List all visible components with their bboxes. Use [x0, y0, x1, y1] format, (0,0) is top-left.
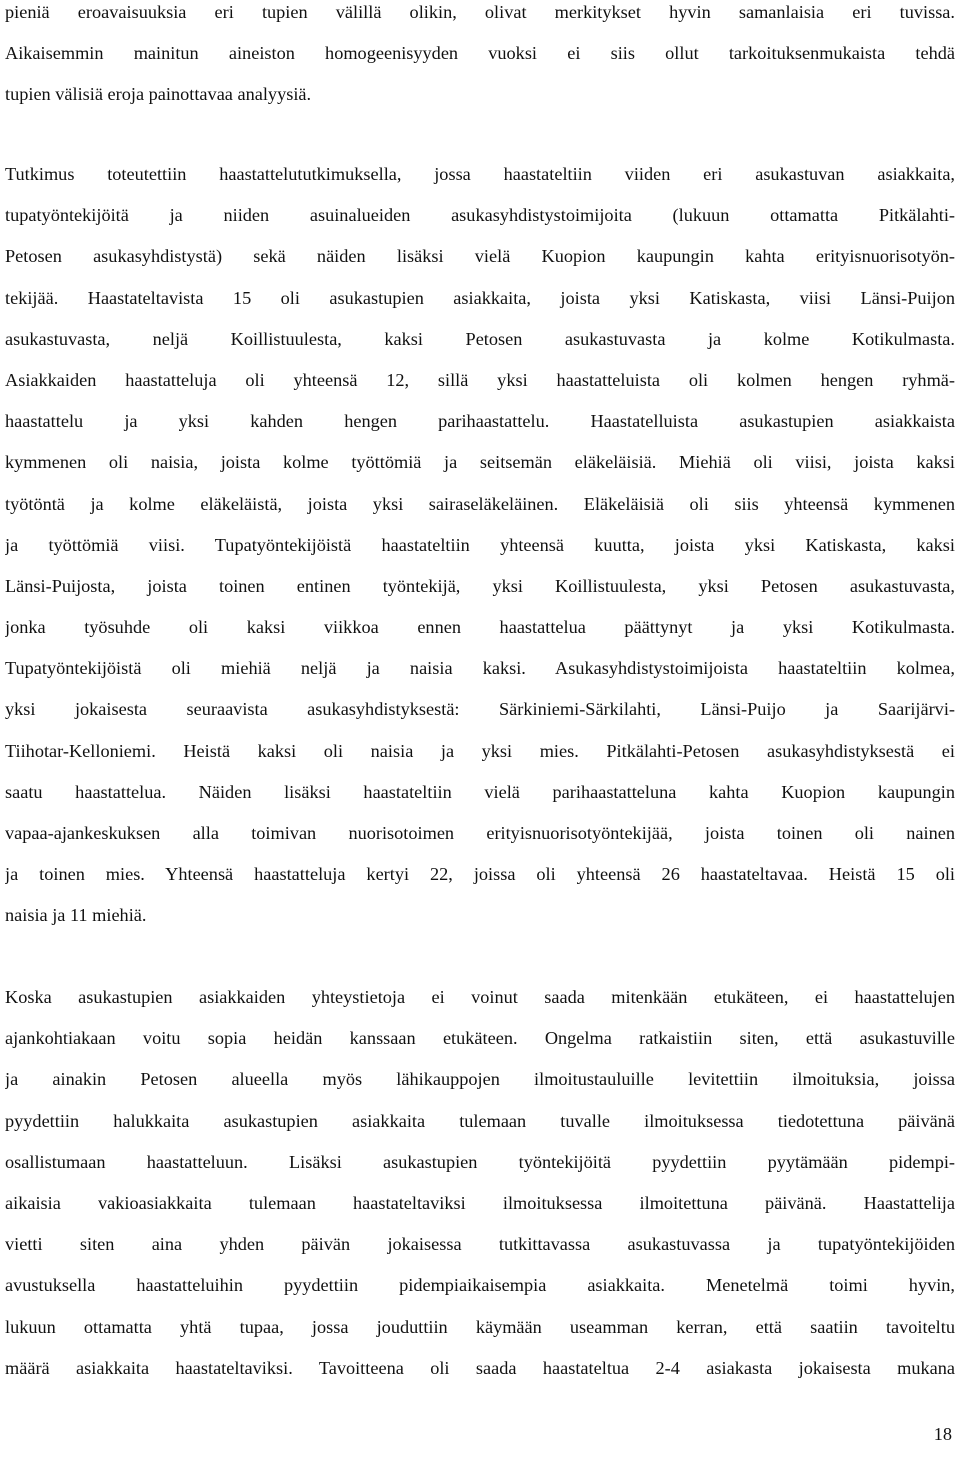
text-line: tupatyöntekijöitä ja niiden asuinalueiden asukasyhdistystoimijoita (lukuun ottamatta Pitkälahti-	[5, 205, 955, 226]
text-line: vapaa-ajankeskuksen alla toimivan nuorisotoimen erityisnuorisotyöntekijää, joista toinen oli nainen	[5, 823, 955, 843]
text-line: pyydettiin halukkaita asukastupien asiakkaita tulemaan tuvalle ilmoituksessa tiedotettuna päivänä	[5, 1110, 955, 1131]
text-line: Tutkimus toteutettiin haastattelututkimuksella, jossa haastateltiin viiden eri asukastuvan asiakkaita,	[5, 164, 955, 184]
text-line: ja ainakin Petosen alueella myös lähikauppojen ilmoitustauluille levitettiin ilmoituksia, joissa	[5, 1069, 955, 1090]
text-line: ja toinen mies. Yhteensä haastatteluja kertyi 22, joissa oli yhteensä 26 haastateltavaa. Heistä 15 oli	[5, 864, 955, 885]
paragraph-3	[5, 977, 955, 1389]
text-line: aikaisia vakioasiakkaita tulemaan haastateltaviksi ilmoituksessa ilmoitettuna päivänä. Haastattelija	[5, 1192, 955, 1213]
text-line: avustuksella haastatteluihin pyydettiin pidempiaikaisempia asiakkaita. Menetelmä toimi hyvin,	[5, 1275, 955, 1296]
text-line: pieniä eroavaisuuksia eri tupien välillä olikin, olivat merkitykset hyvin samanlaisia eri tuvissa.	[5, 2, 955, 22]
text-line: Koska asukastupien asiakkaiden yhteystietoja ei voinut saada mitenkään etukäteen, ei haastattelujen	[5, 987, 955, 1007]
text-line: ja työttömiä viisi. Tupatyöntekijöistä haastateltiin yhteensä kuutta, joista yksi Katiskasta, kaksi	[5, 534, 955, 555]
text-line: Petosen asukasyhdistystä) sekä näiden lisäksi vielä Kuopion kaupungin kahta erityisnuorisotyön-	[5, 246, 955, 267]
paragraph-1	[5, 0, 955, 116]
text-line: määrä asiakkaita haastateltaviksi. Tavoitteena oli saada haastateltua 2-4 asiakasta jokaisesta mukana	[5, 1357, 955, 1378]
text-line: Länsi-Puijosta, joista toinen entinen työntekijä, yksi Koillistuulesta, yksi Petosen asukastuvasta,	[5, 575, 955, 596]
paragraph-2	[5, 154, 955, 937]
text-line: Asiakkaiden haastatteluja oli yhteensä 12, sillä yksi haastatteluista oli kolmen hengen ryhmä-	[5, 369, 955, 390]
text-line: tupien välisiä eroja painottavaa analyysiä.	[5, 84, 312, 105]
text-line: kymmenen oli naisia, joista kolme työttömiä ja seitsemän eläkeläisiä. Miehiä oli viisi, joista kaksi	[5, 452, 955, 473]
text-line: yksi jokaisesta seuraavista asukasyhdistyksestä: Särkiniemi-Särkilahti, Länsi-Puijo ja Saarijärvi-	[5, 699, 955, 720]
text-line: tekijää. Haastateltavista 15 oli asukastupien asiakkaita, joista yksi Katiskasta, viisi Länsi-Puijon	[5, 287, 955, 308]
text-line: jonka työsuhde oli kaksi viikkoa ennen haastattelua päättynyt ja yksi Kotikulmasta.	[5, 617, 955, 638]
page-number: 18	[933, 1424, 952, 1444]
text-line: lukuun ottamatta yhtä tupaa, jossa jouduttiin käymään useamman kerran, että saatiin tavoiteltu	[5, 1316, 955, 1337]
text-line: haastattelu ja yksi kahden hengen parihaastattelu. Haastatelluista asukastupien asiakkaista	[5, 411, 955, 432]
text-line: Tupatyöntekijöistä oli miehiä neljä ja naisia kaksi. Asukasyhdistystoimijoista haastateltiin kolmea,	[5, 658, 955, 679]
text-line: työtöntä ja kolme eläkeläistä, joista yksi sairaseläkeläinen. Eläkeläisiä oli siis yhteensä kymmenen	[5, 493, 955, 514]
text-line: saatu haastattelua. Näiden lisäksi haastateltiin vielä parihaastatteluna kahta Kuopion kaupungin	[5, 781, 955, 802]
text-line: osallistumaan haastatteluun. Lisäksi asukastupien työntekijöitä pyydettiin pyytämään pidempi-	[5, 1151, 955, 1172]
text-line: vietti siten aina yhden päivän jokaisessa tutkittavassa asukastuvassa ja tupatyöntekijöiden	[5, 1234, 955, 1255]
text-line: Tiihotar-Kelloniemi. Heistä kaksi oli naisia ja yksi mies. Pitkälahti-Petosen asukasyhdistyksestä ei	[5, 740, 955, 761]
text-line: asukastuvasta, neljä Koillistuulesta, kaksi Petosen asukastuvasta ja kolme Kotikulmasta.	[5, 328, 955, 349]
text-line: naisia ja 11 miehiä.	[5, 905, 147, 926]
text-line: ajankohtiakaan voitu sopia heidän kanssaan etukäteen. Ongelma ratkaistiin siten, että asukastuville	[5, 1028, 955, 1049]
text-line: Aikaisemmin mainitun aineiston homogeenisyyden vuoksi ei siis ollut tarkoituksenmukaista tehdä	[5, 43, 955, 64]
